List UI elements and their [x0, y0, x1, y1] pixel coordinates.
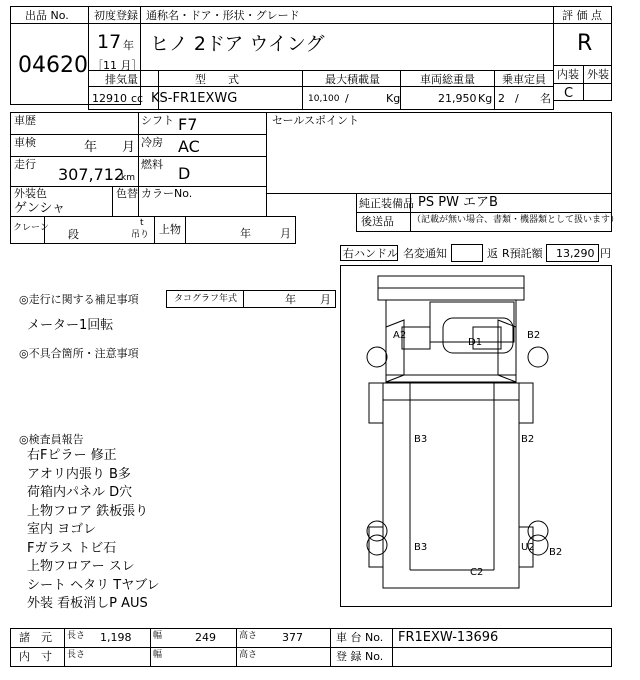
name-change-box [451, 244, 483, 262]
tacho-month-unit: 月 [320, 293, 331, 306]
load-label: 最大積載量 [325, 73, 380, 86]
inspector-item: 右Fピラー 修正 [27, 448, 117, 463]
history-label: 車歴 [14, 114, 36, 127]
length-value: 1,198 [100, 631, 132, 644]
gross-label: 車両総重量 [420, 73, 475, 86]
gross-value: 21,950 [438, 92, 477, 105]
inspector-item: 上物フロアー スレ [27, 559, 135, 574]
tacho-label: タコグラフ年式 [174, 294, 238, 304]
displacement-label: 排気量 [105, 73, 138, 86]
mark-u2: U2 [521, 542, 535, 553]
width-label-inner: 幅 [153, 650, 163, 660]
mark-b2-front: B2 [527, 330, 541, 341]
chassis-value: FR1EXW-13696 [398, 630, 499, 645]
mileage-value: 307,712 [58, 165, 125, 184]
height-label: 高さ [239, 631, 258, 641]
mark-b3-left: B3 [414, 434, 428, 445]
aftermarket-note: （記載が無い場合、書類・機器類として扱います） [412, 215, 620, 225]
inspection-year-unit: 年 [84, 140, 98, 155]
inspector-item: シート ヘタリ Tヤブレ [27, 577, 160, 593]
ac-value: AC [178, 137, 200, 156]
length-label-inner: 長さ [67, 650, 86, 660]
km-unit: km [121, 173, 135, 183]
body-month-unit: 月 [280, 227, 291, 240]
inspector-item: 上物フロア 鉄板張り [27, 503, 149, 519]
yen-unit: 円 [600, 247, 611, 260]
load-value: 10,100 [308, 94, 340, 104]
mark-c2: C2 [470, 567, 484, 578]
reg-year-unit: 年 [123, 39, 134, 52]
truck-diagram [340, 265, 612, 607]
interior-label: 内装 [557, 68, 579, 81]
length-label: 長さ [67, 631, 86, 641]
crane-stage: 段 [68, 228, 79, 241]
inspector-item: 荷箱内パネル D穴 [27, 485, 133, 500]
width-label: 幅 [153, 631, 163, 641]
fuel-value: D [178, 164, 191, 183]
interior-grade: C [564, 86, 574, 101]
cc-unit: cc [131, 92, 144, 105]
return-label: 返 [487, 247, 498, 260]
run-notes-heading: ◎走行に関する補足事項 [19, 293, 139, 306]
reg-no-label: 登 録 No. [336, 650, 384, 663]
reg-label: 初度登録 [94, 9, 138, 22]
lot-no-label: 出品 No. [25, 9, 69, 22]
chassis-label: 車 台 No. [336, 631, 384, 644]
model-name: ヒノ 2ドア ウイング [150, 33, 325, 55]
capacity-value: 2 [498, 92, 505, 105]
std-equip-label: 純正装備品 [359, 197, 414, 210]
inspection-month-unit: 月 [122, 140, 136, 155]
mark-a2: A2 [393, 330, 407, 341]
inner-dims-label: 内 寸 [19, 650, 52, 663]
ac-label: 冷房 [141, 136, 163, 149]
width-value: 249 [195, 631, 216, 644]
lot-no: 04620 [18, 53, 88, 78]
inspector-item: 室内 ヨゴレ [27, 522, 97, 537]
grade-label: 評 価 点 [562, 9, 602, 22]
capacity-unit: 名 [540, 92, 551, 105]
defect-heading: ◎不具合箇所・注意事項 [19, 347, 139, 360]
inspector-item: 外装 看板消しP AUS [27, 596, 148, 611]
height-value: 377 [282, 631, 303, 644]
type-value: KS-FR1EXWG [151, 91, 238, 106]
mark-b3-rear: B3 [414, 542, 428, 553]
reg-year: 17 [97, 31, 122, 53]
inspector-item: Fガラス トビ石 [27, 540, 117, 556]
shift-value: F7 [178, 115, 198, 134]
displacement-value: 12910 [92, 92, 127, 105]
model-label: 通称名・ドア・形状・グレード [146, 9, 300, 22]
mark-b2-right: B2 [521, 434, 535, 445]
crane-label: クレーン [13, 223, 49, 233]
run-note: メーター1回転 [27, 318, 114, 333]
reg-month: ［11 月］ [92, 59, 143, 72]
mileage-label: 走行 [14, 158, 36, 171]
color-change-label: 色替 [116, 187, 138, 200]
name-change-label: 名変通知 [403, 247, 447, 260]
color-code-label: カラーNo. [141, 187, 193, 200]
inspector-list [27, 447, 237, 614]
rhd-label: 右ハンドル [343, 247, 398, 260]
load-unit: Kg [386, 92, 401, 105]
gross-unit: Kg [478, 92, 493, 105]
std-equip-value: PS PW エアB [418, 195, 498, 210]
body-label: 上物 [159, 223, 181, 236]
aftermarket-label: 後送品 [361, 215, 394, 228]
exterior-label: 外装 [587, 68, 609, 81]
capacity-label: 乗車定員 [502, 73, 546, 86]
inspection-label: 車検 [14, 136, 36, 149]
r-deposit-value: 13,290 [556, 247, 595, 260]
grade-value: R [577, 31, 593, 56]
r-deposit-label: R預託額 [502, 247, 543, 260]
inspector-item: アオリ内張り B多 [27, 466, 131, 482]
height-label-inner: 高さ [239, 650, 258, 660]
capacity-slash: / [515, 92, 519, 105]
body-year-unit: 年 [240, 227, 251, 240]
mark-d1: D1 [468, 337, 483, 348]
crane-row [10, 216, 296, 244]
shift-label: シフト [141, 114, 174, 127]
dims-label: 諸 元 [19, 631, 52, 644]
crane-lift: 吊り [131, 230, 150, 240]
tacho-year-unit: 年 [285, 293, 296, 306]
inspector-heading: ◎検査員報告 [19, 433, 84, 446]
fuel-label: 燃料 [141, 158, 163, 171]
mark-b2-rear: B2 [549, 547, 563, 558]
ext-color-value: ゲンシャ [14, 201, 66, 216]
type-label: 型 式 [195, 73, 239, 86]
sales-point-label: セールスポイント [272, 114, 360, 127]
load-slash: / [345, 92, 349, 105]
crane-t: t [140, 218, 144, 228]
ext-color-label: 外装色 [14, 187, 47, 200]
